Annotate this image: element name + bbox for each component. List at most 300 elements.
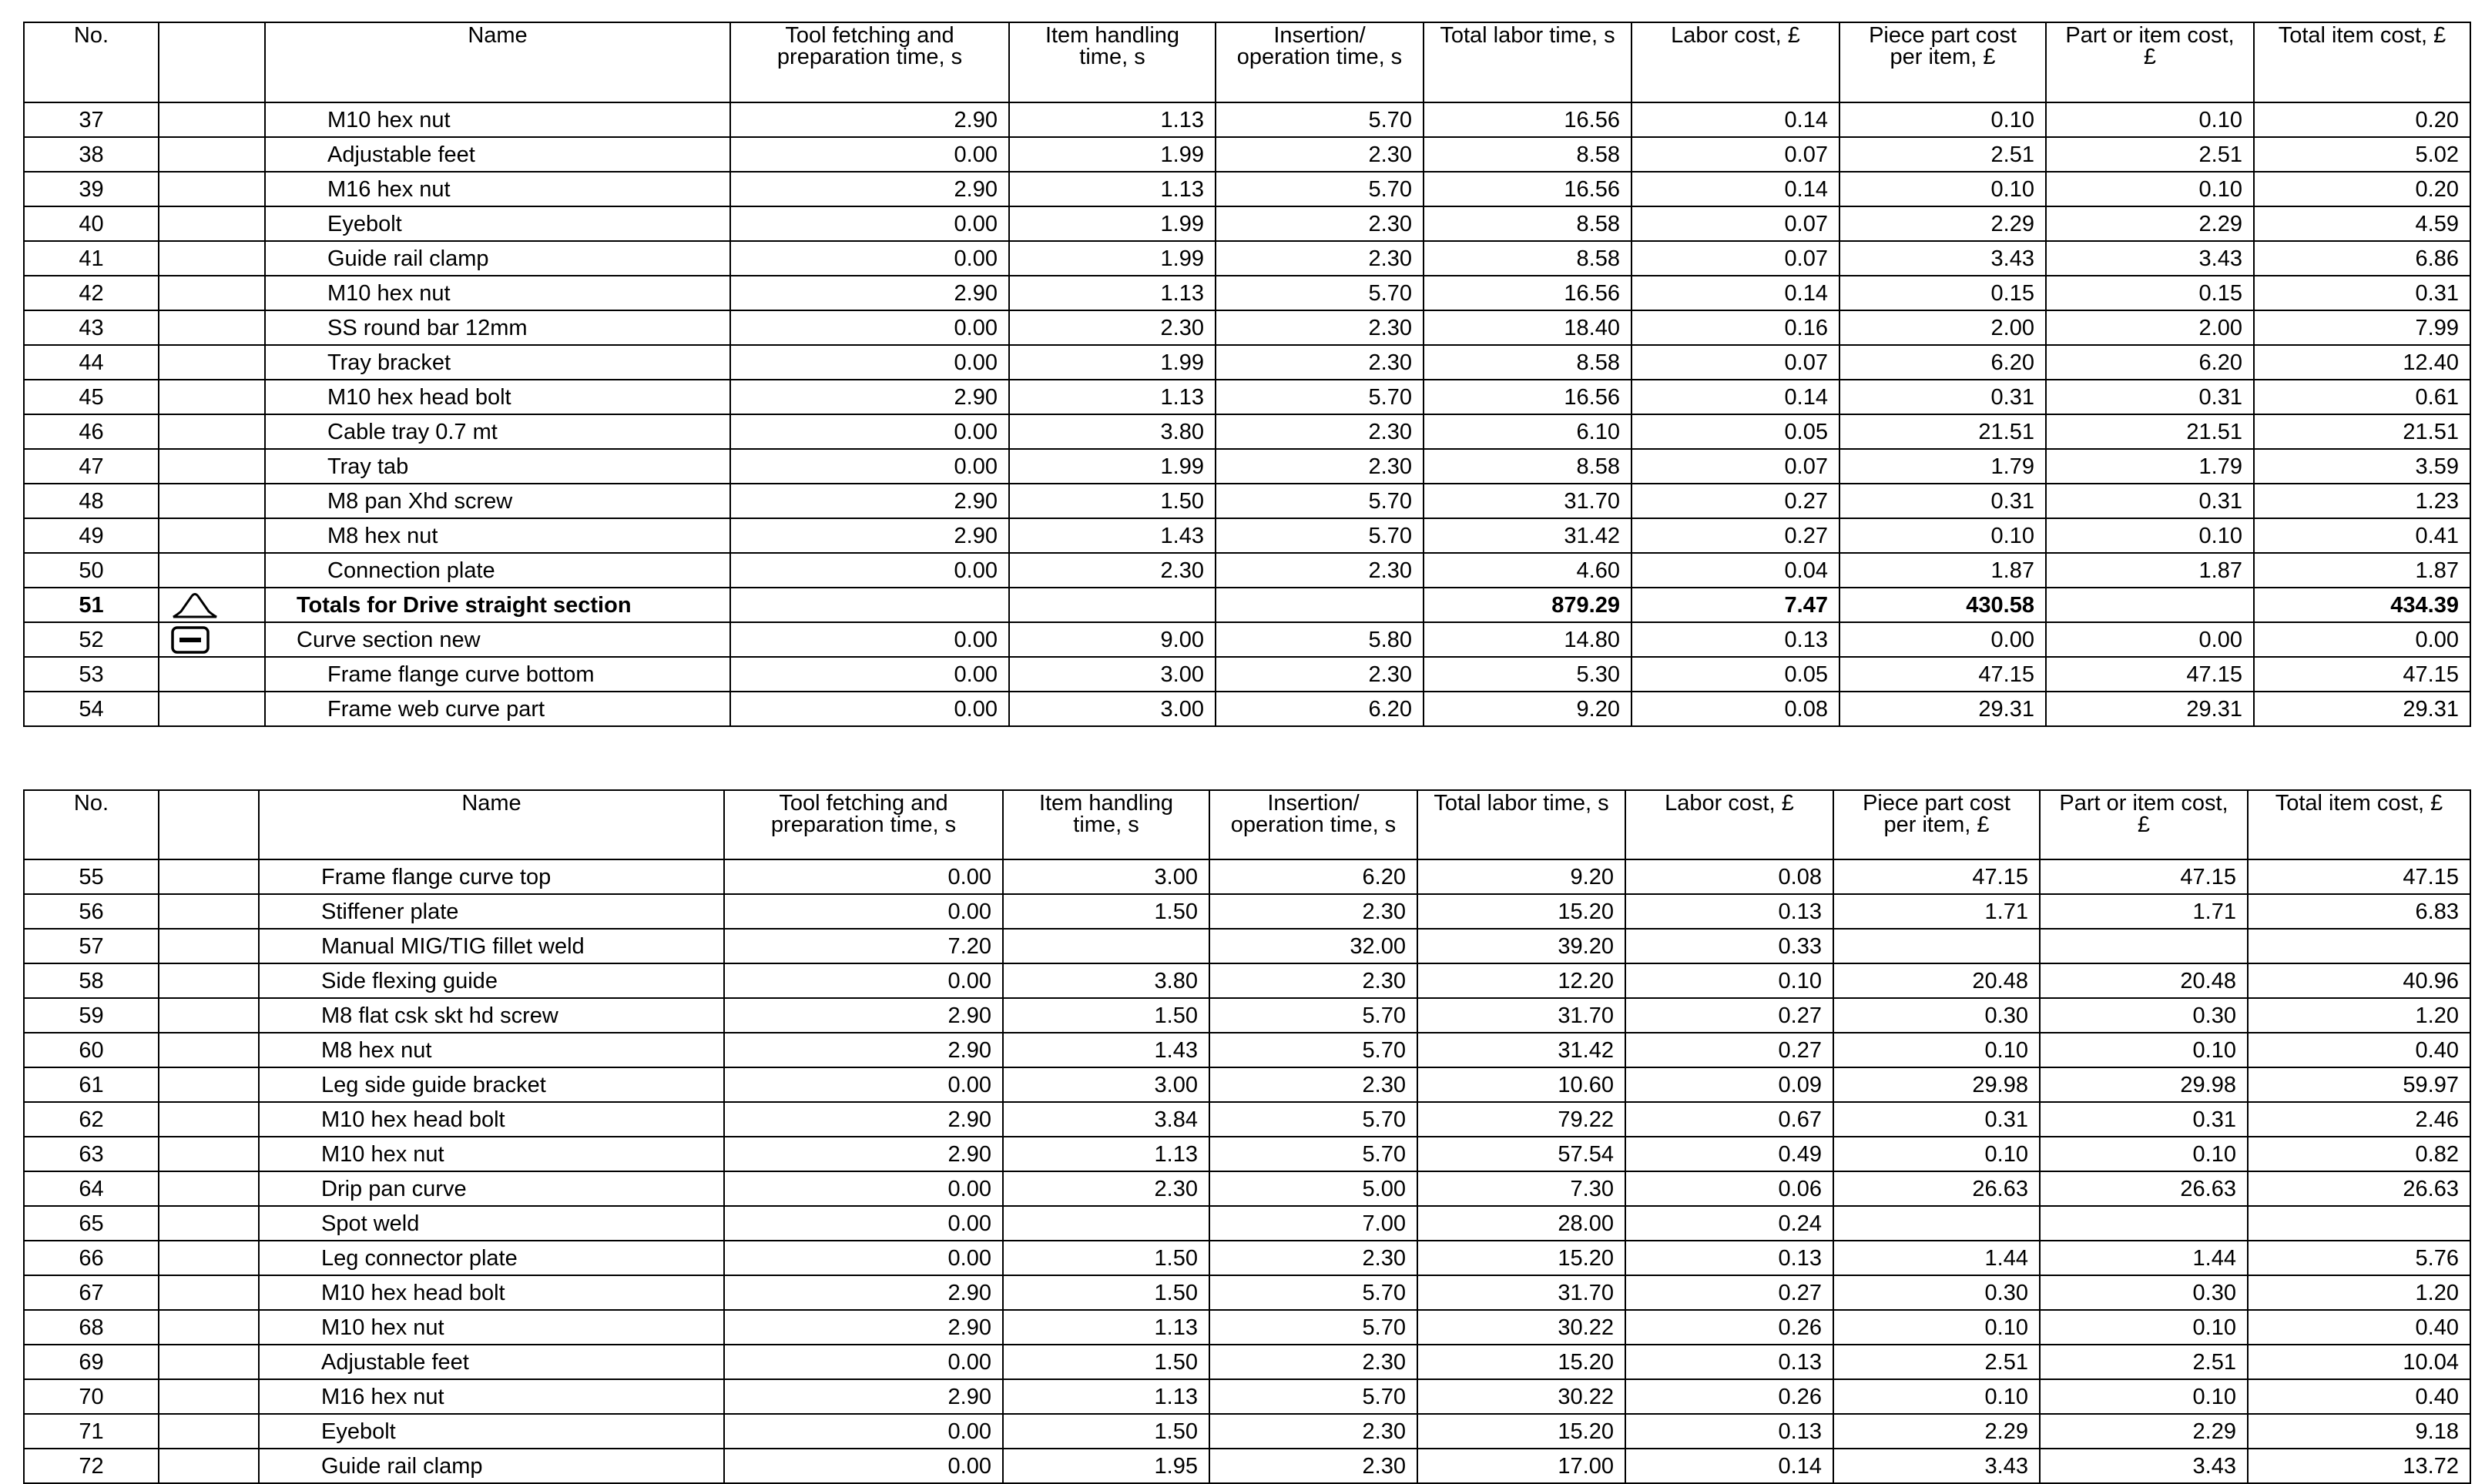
cell-part-cost: 0.10 bbox=[2046, 172, 2254, 206]
cell-part-cost bbox=[2040, 1206, 2248, 1241]
row-icon-cell bbox=[159, 1033, 259, 1067]
cell-total-cost: 0.40 bbox=[2248, 1379, 2470, 1414]
table-row-total bbox=[24, 588, 2470, 622]
cell-no: 38 bbox=[24, 137, 159, 172]
cell-total-labor: 31.42 bbox=[1417, 1033, 1625, 1067]
row-icon-cell bbox=[159, 1414, 259, 1449]
row-icon-cell bbox=[159, 1102, 259, 1137]
cell-tool: 2.90 bbox=[724, 1275, 1003, 1310]
cell-tool: 0.00 bbox=[730, 657, 1009, 692]
row-icon-cell bbox=[159, 380, 265, 414]
cell-labor-cost: 0.14 bbox=[1632, 102, 1839, 137]
table-row bbox=[24, 894, 2470, 929]
cell-handling: 3.00 bbox=[1009, 657, 1216, 692]
cell-no: 69 bbox=[24, 1345, 159, 1379]
table-row bbox=[24, 206, 2470, 241]
cell-insertion: 32.00 bbox=[1209, 929, 1417, 963]
cell-no: 64 bbox=[24, 1171, 159, 1206]
cell-part-cost: 0.31 bbox=[2046, 484, 2254, 518]
table-row bbox=[24, 1033, 2470, 1067]
cell-labor-cost: 0.27 bbox=[1625, 1275, 1833, 1310]
cell-total-labor: 16.56 bbox=[1424, 276, 1632, 310]
table-row bbox=[24, 241, 2470, 276]
cell-piece-cost: 3.43 bbox=[1839, 241, 2046, 276]
cell-handling: 1.13 bbox=[1009, 172, 1216, 206]
row-icon-cell bbox=[159, 449, 265, 484]
table-row bbox=[24, 657, 2470, 692]
cell-name: Frame flange curve bottom bbox=[265, 657, 730, 692]
col-header-tool-time: Tool fetching and preparation time, s bbox=[730, 22, 1009, 102]
row-icon-cell bbox=[159, 1241, 259, 1275]
cell-tool: 0.00 bbox=[730, 345, 1009, 380]
cell-total-cost: 2.46 bbox=[2248, 1102, 2470, 1137]
cell-no: 52 bbox=[24, 622, 159, 657]
cell-piece-cost: 6.20 bbox=[1839, 345, 2046, 380]
cell-tool: 0.00 bbox=[724, 1171, 1003, 1206]
cell-total-cost: 0.00 bbox=[2254, 622, 2470, 657]
row-icon-cell bbox=[159, 998, 259, 1033]
cell-handling: 1.13 bbox=[1003, 1137, 1209, 1171]
cell-handling: 3.00 bbox=[1003, 1067, 1209, 1102]
cell-part-cost: 1.71 bbox=[2040, 894, 2248, 929]
cell-name: Totals for Drive straight section bbox=[265, 588, 730, 622]
cell-tool: 2.90 bbox=[730, 380, 1009, 414]
table-row bbox=[24, 1414, 2470, 1449]
table-row bbox=[24, 276, 2470, 310]
cell-total-labor: 39.20 bbox=[1417, 929, 1625, 963]
cell-part-cost: 6.20 bbox=[2046, 345, 2254, 380]
col-header-labor-cost: Labor cost, £ bbox=[1625, 790, 1833, 859]
cell-total-cost: 0.40 bbox=[2248, 1310, 2470, 1345]
cell-tool: 2.90 bbox=[730, 172, 1009, 206]
cell-total-cost: 0.61 bbox=[2254, 380, 2470, 414]
cell-total-cost: 0.41 bbox=[2254, 518, 2470, 553]
cell-total-labor: 31.70 bbox=[1424, 484, 1632, 518]
table-row bbox=[24, 929, 2470, 963]
cell-no: 71 bbox=[24, 1414, 159, 1449]
cell-labor-cost: 0.10 bbox=[1625, 963, 1833, 998]
cost-table-1 bbox=[23, 22, 2471, 727]
col-header-handling-time: Item handling time, s bbox=[1009, 22, 1216, 102]
cell-insertion: 2.30 bbox=[1209, 963, 1417, 998]
cell-piece-cost bbox=[1833, 1206, 2040, 1241]
cell-piece-cost: 0.15 bbox=[1839, 276, 2046, 310]
table-row bbox=[24, 1171, 2470, 1206]
col-header-part-item-cost: Part or item cost, £ bbox=[2046, 22, 2254, 102]
cell-name: M8 flat csk skt hd screw bbox=[259, 998, 724, 1033]
cell-handling: 3.80 bbox=[1009, 414, 1216, 449]
cell-handling bbox=[1003, 929, 1209, 963]
cell-no: 51 bbox=[24, 588, 159, 622]
cell-name: M8 hex nut bbox=[259, 1033, 724, 1067]
table-row bbox=[24, 1275, 2470, 1310]
cell-total-cost: 5.76 bbox=[2248, 1241, 2470, 1275]
cell-name: M10 hex nut bbox=[265, 276, 730, 310]
cell-labor-cost: 0.24 bbox=[1625, 1206, 1833, 1241]
cell-name: Frame web curve part bbox=[265, 692, 730, 726]
cell-tool: 2.90 bbox=[730, 484, 1009, 518]
cell-labor-cost: 0.04 bbox=[1632, 553, 1839, 588]
col-header-name: Name bbox=[259, 790, 724, 859]
row-icon-cell bbox=[159, 894, 259, 929]
cell-total-labor: 8.58 bbox=[1424, 449, 1632, 484]
cell-labor-cost: 0.07 bbox=[1632, 345, 1839, 380]
cell-tool: 2.90 bbox=[730, 102, 1009, 137]
cell-tool: 0.00 bbox=[730, 241, 1009, 276]
cell-no: 54 bbox=[24, 692, 159, 726]
cell-part-cost bbox=[2040, 929, 2248, 963]
cell-part-cost: 47.15 bbox=[2040, 859, 2248, 894]
cell-total-labor: 8.58 bbox=[1424, 206, 1632, 241]
cell-handling: 2.30 bbox=[1003, 1171, 1209, 1206]
cell-part-cost: 0.10 bbox=[2046, 518, 2254, 553]
cell-total-cost: 9.18 bbox=[2248, 1414, 2470, 1449]
cell-total-labor: 79.22 bbox=[1417, 1102, 1625, 1137]
row-icon-cell bbox=[159, 518, 265, 553]
cell-name: M10 hex nut bbox=[259, 1310, 724, 1345]
cell-insertion: 2.30 bbox=[1216, 345, 1424, 380]
cell-insertion: 7.00 bbox=[1209, 1206, 1417, 1241]
table-row bbox=[24, 553, 2470, 588]
table-header bbox=[24, 22, 2470, 102]
row-icon-cell bbox=[159, 963, 259, 998]
cell-handling: 1.50 bbox=[1003, 1275, 1209, 1310]
cell-name: M8 hex nut bbox=[265, 518, 730, 553]
cell-total-cost: 0.82 bbox=[2248, 1137, 2470, 1171]
table-row bbox=[24, 1310, 2470, 1345]
cell-piece-cost: 430.58 bbox=[1839, 588, 2046, 622]
row-icon-cell bbox=[159, 484, 265, 518]
cell-piece-cost: 0.10 bbox=[1839, 518, 2046, 553]
col-header-part-item-cost: Part or item cost, £ bbox=[2040, 790, 2248, 859]
cell-labor-cost: 0.13 bbox=[1625, 1414, 1833, 1449]
cell-name: Adjustable feet bbox=[265, 137, 730, 172]
cell-part-cost: 2.29 bbox=[2040, 1414, 2248, 1449]
col-header-no: No. bbox=[24, 22, 159, 102]
cell-total-labor: 7.30 bbox=[1417, 1171, 1625, 1206]
cell-no: 53 bbox=[24, 657, 159, 692]
cell-labor-cost: 0.14 bbox=[1632, 380, 1839, 414]
cell-no: 67 bbox=[24, 1275, 159, 1310]
row-icon-cell bbox=[159, 1067, 259, 1102]
col-header-piece-part-cost: Piece part cost per item, £ bbox=[1833, 790, 2040, 859]
cell-total-labor: 31.42 bbox=[1424, 518, 1632, 553]
cell-insertion: 2.30 bbox=[1209, 1414, 1417, 1449]
cell-part-cost: 29.98 bbox=[2040, 1067, 2248, 1102]
cell-name: Spot weld bbox=[259, 1206, 724, 1241]
col-header-total-item-cost: Total item cost, £ bbox=[2254, 22, 2470, 102]
cell-name: M10 hex head bolt bbox=[259, 1275, 724, 1310]
cell-name: Eyebolt bbox=[259, 1414, 724, 1449]
cell-total-cost bbox=[2248, 929, 2470, 963]
cell-part-cost: 0.00 bbox=[2046, 622, 2254, 657]
cell-total-labor: 18.40 bbox=[1424, 310, 1632, 345]
cell-no: 47 bbox=[24, 449, 159, 484]
cell-total-cost: 0.31 bbox=[2254, 276, 2470, 310]
cell-total-labor: 4.60 bbox=[1424, 553, 1632, 588]
cell-insertion: 2.30 bbox=[1216, 241, 1424, 276]
table-row bbox=[24, 414, 2470, 449]
cell-tool: 2.90 bbox=[724, 1137, 1003, 1171]
table-row-group bbox=[24, 622, 2470, 657]
row-icon-cell bbox=[159, 172, 265, 206]
cell-part-cost: 0.31 bbox=[2046, 380, 2254, 414]
cell-total-cost: 21.51 bbox=[2254, 414, 2470, 449]
cell-total-cost: 6.83 bbox=[2248, 894, 2470, 929]
cell-insertion: 2.30 bbox=[1216, 310, 1424, 345]
table-row bbox=[24, 1102, 2470, 1137]
cell-tool: 0.00 bbox=[724, 894, 1003, 929]
cell-handling: 1.13 bbox=[1009, 380, 1216, 414]
cell-part-cost: 2.51 bbox=[2046, 137, 2254, 172]
cell-handling: 3.00 bbox=[1009, 692, 1216, 726]
cell-labor-cost: 0.09 bbox=[1625, 1067, 1833, 1102]
cell-tool: 0.00 bbox=[724, 963, 1003, 998]
cell-name: M16 hex nut bbox=[265, 172, 730, 206]
cell-total-cost: 1.87 bbox=[2254, 553, 2470, 588]
col-header-no: No. bbox=[24, 790, 159, 859]
table-row bbox=[24, 1137, 2470, 1171]
cell-handling: 1.13 bbox=[1003, 1379, 1209, 1414]
table-row bbox=[24, 1067, 2470, 1102]
cell-no: 49 bbox=[24, 518, 159, 553]
cell-labor-cost: 0.27 bbox=[1625, 998, 1833, 1033]
cell-part-cost: 0.10 bbox=[2040, 1033, 2248, 1067]
col-header-handling-time: Item handling time, s bbox=[1003, 790, 1209, 859]
row-icon-cell bbox=[159, 1449, 259, 1483]
cell-part-cost: 3.43 bbox=[2046, 241, 2254, 276]
cell-total-cost: 5.02 bbox=[2254, 137, 2470, 172]
cell-piece-cost: 0.30 bbox=[1833, 1275, 2040, 1310]
cell-no: 60 bbox=[24, 1033, 159, 1067]
cell-no: 70 bbox=[24, 1379, 159, 1414]
cell-total-labor: 15.20 bbox=[1417, 1414, 1625, 1449]
cell-part-cost: 2.00 bbox=[2046, 310, 2254, 345]
cell-total-cost: 47.15 bbox=[2248, 859, 2470, 894]
row-icon-cell bbox=[159, 1379, 259, 1414]
cell-part-cost: 1.87 bbox=[2046, 553, 2254, 588]
col-header-name: Name bbox=[265, 22, 730, 102]
cell-insertion: 6.20 bbox=[1209, 859, 1417, 894]
cell-labor-cost: 0.07 bbox=[1632, 449, 1839, 484]
cell-piece-cost: 47.15 bbox=[1839, 657, 2046, 692]
cell-no: 63 bbox=[24, 1137, 159, 1171]
cell-handling: 3.84 bbox=[1003, 1102, 1209, 1137]
cell-name: M8 pan Xhd screw bbox=[265, 484, 730, 518]
cell-tool: 0.00 bbox=[730, 310, 1009, 345]
cell-tool: 0.00 bbox=[724, 1241, 1003, 1275]
row-icon-cell bbox=[159, 241, 265, 276]
cell-handling: 1.43 bbox=[1003, 1033, 1209, 1067]
cell-piece-cost: 29.98 bbox=[1833, 1067, 2040, 1102]
row-icon-cell bbox=[159, 1206, 259, 1241]
cell-piece-cost: 2.51 bbox=[1833, 1345, 2040, 1379]
cell-piece-cost: 1.44 bbox=[1833, 1241, 2040, 1275]
cell-piece-cost: 0.31 bbox=[1833, 1102, 2040, 1137]
cell-piece-cost: 2.29 bbox=[1833, 1414, 2040, 1449]
cell-name: Tray bracket bbox=[265, 345, 730, 380]
cell-piece-cost: 3.43 bbox=[1833, 1449, 2040, 1483]
cell-total-labor: 8.58 bbox=[1424, 345, 1632, 380]
table-header bbox=[24, 790, 2470, 859]
cell-labor-cost: 0.13 bbox=[1625, 1345, 1833, 1379]
row-icon-cell bbox=[159, 1137, 259, 1171]
table-row bbox=[24, 449, 2470, 484]
cell-piece-cost: 26.63 bbox=[1833, 1171, 2040, 1206]
col-header-labor-cost: Labor cost, £ bbox=[1632, 22, 1839, 102]
cell-no: 41 bbox=[24, 241, 159, 276]
cell-insertion: 5.00 bbox=[1209, 1171, 1417, 1206]
cell-handling: 1.50 bbox=[1003, 894, 1209, 929]
cell-total-labor: 9.20 bbox=[1424, 692, 1632, 726]
cell-part-cost: 47.15 bbox=[2046, 657, 2254, 692]
cell-labor-cost: 0.26 bbox=[1625, 1379, 1833, 1414]
cell-labor-cost: 0.07 bbox=[1632, 241, 1839, 276]
cell-tool: 2.90 bbox=[724, 1102, 1003, 1137]
cell-handling bbox=[1009, 588, 1216, 622]
cell-no: 46 bbox=[24, 414, 159, 449]
cell-name: Drip pan curve bbox=[259, 1171, 724, 1206]
cell-no: 50 bbox=[24, 553, 159, 588]
cell-labor-cost: 0.07 bbox=[1632, 206, 1839, 241]
cell-handling: 1.99 bbox=[1009, 137, 1216, 172]
cell-tool: 2.90 bbox=[724, 1379, 1003, 1414]
cell-piece-cost: 0.10 bbox=[1833, 1310, 2040, 1345]
cost-table-2 bbox=[23, 789, 2471, 1484]
cell-total-labor: 5.30 bbox=[1424, 657, 1632, 692]
row-icon-cell bbox=[159, 1275, 259, 1310]
cell-total-cost: 12.40 bbox=[2254, 345, 2470, 380]
cell-labor-cost: 0.49 bbox=[1625, 1137, 1833, 1171]
cell-no: 66 bbox=[24, 1241, 159, 1275]
table-row bbox=[24, 1241, 2470, 1275]
cell-handling: 1.99 bbox=[1009, 345, 1216, 380]
cell-tool: 0.00 bbox=[724, 1345, 1003, 1379]
cell-insertion: 5.70 bbox=[1216, 484, 1424, 518]
cell-piece-cost: 0.10 bbox=[1833, 1137, 2040, 1171]
cell-handling: 1.95 bbox=[1003, 1449, 1209, 1483]
cell-total-cost: 26.63 bbox=[2248, 1171, 2470, 1206]
cell-insertion: 5.80 bbox=[1216, 622, 1424, 657]
cell-total-labor: 17.00 bbox=[1417, 1449, 1625, 1483]
cell-name: Frame flange curve top bbox=[259, 859, 724, 894]
cell-tool: 0.00 bbox=[730, 206, 1009, 241]
cell-tool bbox=[730, 588, 1009, 622]
row-icon-cell bbox=[159, 1310, 259, 1345]
cell-no: 72 bbox=[24, 1449, 159, 1483]
cell-handling: 1.13 bbox=[1003, 1310, 1209, 1345]
cell-name: M16 hex nut bbox=[259, 1379, 724, 1414]
cell-part-cost: 20.48 bbox=[2040, 963, 2248, 998]
cell-handling: 1.43 bbox=[1009, 518, 1216, 553]
cell-part-cost: 1.79 bbox=[2046, 449, 2254, 484]
cell-name: Tray tab bbox=[265, 449, 730, 484]
cell-handling: 3.00 bbox=[1003, 859, 1209, 894]
col-header-total-labor-time: Total labor time, s bbox=[1424, 22, 1632, 102]
cell-name: Cable tray 0.7 mt bbox=[265, 414, 730, 449]
cell-labor-cost: 7.47 bbox=[1632, 588, 1839, 622]
table-row bbox=[24, 1345, 2470, 1379]
cell-total-labor: 879.29 bbox=[1424, 588, 1632, 622]
cell-handling bbox=[1003, 1206, 1209, 1241]
cell-no: 48 bbox=[24, 484, 159, 518]
cell-piece-cost: 20.48 bbox=[1833, 963, 2040, 998]
cell-insertion: 5.70 bbox=[1216, 102, 1424, 137]
col-header-tool-time: Tool fetching and preparation time, s bbox=[724, 790, 1003, 859]
cell-total-labor: 15.20 bbox=[1417, 894, 1625, 929]
cell-insertion: 2.30 bbox=[1209, 1345, 1417, 1379]
cell-piece-cost: 47.15 bbox=[1833, 859, 2040, 894]
table-row bbox=[24, 1449, 2470, 1483]
cell-handling: 1.50 bbox=[1003, 1241, 1209, 1275]
cell-name: Side flexing guide bbox=[259, 963, 724, 998]
cell-total-labor: 14.80 bbox=[1424, 622, 1632, 657]
cell-part-cost: 0.10 bbox=[2040, 1310, 2248, 1345]
cell-tool: 2.90 bbox=[730, 276, 1009, 310]
cell-part-cost: 0.10 bbox=[2040, 1379, 2248, 1414]
cell-tool: 2.90 bbox=[724, 1033, 1003, 1067]
cell-total-labor: 6.10 bbox=[1424, 414, 1632, 449]
cell-insertion: 2.30 bbox=[1216, 449, 1424, 484]
cell-tool: 2.90 bbox=[724, 998, 1003, 1033]
cell-no: 68 bbox=[24, 1310, 159, 1345]
table-row bbox=[24, 102, 2470, 137]
cell-piece-cost: 0.31 bbox=[1839, 484, 2046, 518]
cell-piece-cost: 1.79 bbox=[1839, 449, 2046, 484]
cell-handling: 2.30 bbox=[1009, 553, 1216, 588]
table-row bbox=[24, 345, 2470, 380]
table-row bbox=[24, 1206, 2470, 1241]
cell-no: 59 bbox=[24, 998, 159, 1033]
cell-labor-cost: 0.67 bbox=[1625, 1102, 1833, 1137]
cell-part-cost: 29.31 bbox=[2046, 692, 2254, 726]
cell-insertion: 5.70 bbox=[1209, 1275, 1417, 1310]
cell-total-labor: 16.56 bbox=[1424, 102, 1632, 137]
cell-tool: 0.00 bbox=[724, 1206, 1003, 1241]
cell-labor-cost: 0.06 bbox=[1625, 1171, 1833, 1206]
cell-total-cost: 4.59 bbox=[2254, 206, 2470, 241]
cell-part-cost: 0.31 bbox=[2040, 1102, 2248, 1137]
cell-part-cost: 26.63 bbox=[2040, 1171, 2248, 1206]
cell-total-labor: 31.70 bbox=[1417, 1275, 1625, 1310]
cell-piece-cost: 0.31 bbox=[1839, 380, 2046, 414]
cell-no: 61 bbox=[24, 1067, 159, 1102]
cell-tool: 0.00 bbox=[724, 1449, 1003, 1483]
cell-labor-cost: 0.08 bbox=[1625, 859, 1833, 894]
cell-piece-cost: 2.51 bbox=[1839, 137, 2046, 172]
cell-tool: 0.00 bbox=[724, 1414, 1003, 1449]
cell-labor-cost: 0.27 bbox=[1632, 484, 1839, 518]
cell-handling: 1.99 bbox=[1009, 449, 1216, 484]
cell-total-labor: 16.56 bbox=[1424, 172, 1632, 206]
cell-part-cost: 0.15 bbox=[2046, 276, 2254, 310]
cell-total-cost: 1.20 bbox=[2248, 998, 2470, 1033]
row-icon-cell bbox=[159, 414, 265, 449]
cell-tool: 0.00 bbox=[730, 137, 1009, 172]
cell-labor-cost: 0.13 bbox=[1632, 622, 1839, 657]
triangle-icon bbox=[170, 591, 220, 616]
cell-part-cost bbox=[2046, 588, 2254, 622]
collapse-box-icon[interactable] bbox=[170, 626, 210, 651]
row-icon-cell bbox=[159, 929, 259, 963]
cell-total-labor: 31.70 bbox=[1417, 998, 1625, 1033]
cell-tool: 0.00 bbox=[724, 1067, 1003, 1102]
cell-tool: 2.90 bbox=[724, 1310, 1003, 1345]
cell-total-cost: 6.86 bbox=[2254, 241, 2470, 276]
cell-no: 40 bbox=[24, 206, 159, 241]
cell-handling: 9.00 bbox=[1009, 622, 1216, 657]
cell-piece-cost bbox=[1833, 929, 2040, 963]
